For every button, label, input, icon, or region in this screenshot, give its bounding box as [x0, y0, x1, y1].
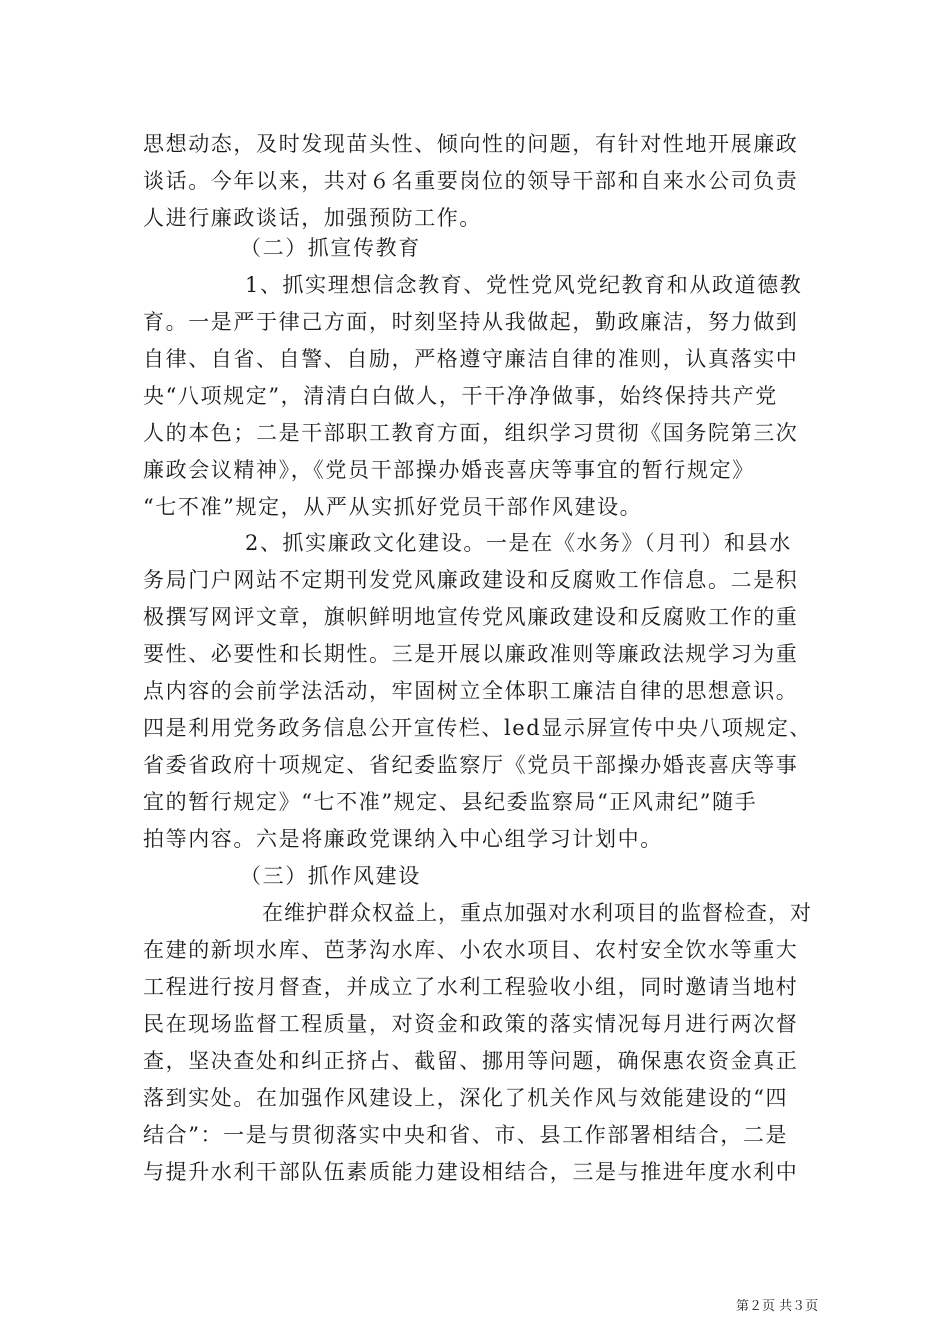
text-line	[0, 124, 950, 164]
text-line-content: 廉政会议精神》，《党员干部操办婚丧喜庆等事宜的暂行规定》	[143, 458, 755, 482]
text-line	[0, 560, 950, 600]
section-heading	[0, 228, 950, 268]
text-line-content: 思想动态，及时发现苗头性、倾向性的问题，有针对性地开展廉政	[143, 132, 799, 156]
text-line	[0, 1041, 950, 1081]
text-line-content: 与提升水利干部队伍素质能力建设相结合，三是与推进年度水利中	[143, 1160, 799, 1184]
text-line	[0, 523, 950, 563]
text-line-content: 2、抓实廉政文化建设。一是在《水务》（月刊）和县水	[245, 531, 792, 555]
text-line	[0, 782, 950, 822]
text-line	[0, 1078, 950, 1118]
section-heading-text: （三）抓作风建设	[240, 864, 421, 888]
text-line-content: 在建的新坝水库、芭茅沟水库、小农水项目、农村安全饮水等重大	[143, 938, 799, 962]
text-line-content: 工程进行按月督查，并成立了水利工程验收小组，同时邀请当地村	[143, 975, 799, 999]
text-line	[0, 671, 950, 711]
text-line	[0, 1115, 950, 1155]
text-line-content: 落到实处。在加强作风建设上，深化了机关作风与效能建设的“四	[143, 1086, 789, 1110]
text-line-content: 省委省政府十项规定、省纪委监察厅《党员干部操办婚丧喜庆等事	[143, 753, 799, 777]
text-line-content: 人的本色；二是干部职工教育方面，组织学习贯彻《国务院第三次	[143, 421, 799, 445]
text-line	[0, 1004, 950, 1044]
text-line	[0, 930, 950, 970]
text-line	[0, 450, 950, 490]
text-line	[0, 413, 950, 453]
text-line-content: 查，坚决查处和纠正挤占、截留、挪用等问题，确保惠农资金真正	[143, 1049, 799, 1073]
text-line-content: 1、抓实理想信念教育、党性党风党纪教育和从政道德教	[245, 273, 803, 297]
text-line-content: 在维护群众权益上，重点加强对水利项目的监督检查，对	[262, 901, 812, 925]
text-line-content: “七不准”规定，从严从实抓好党员干部作风建设。	[143, 495, 643, 519]
text-line	[0, 634, 950, 674]
text-line-content: 四是利用党务政务信息公开宣传栏、led显示屏宣传中央八项规定、	[143, 716, 812, 740]
text-line	[0, 967, 950, 1007]
text-line-content: 务局门户网站不定期刊发党风廉政建设和反腐败工作信息。二是积	[143, 568, 799, 592]
text-line	[0, 161, 950, 201]
text-line-content: 人进行廉政谈话，加强预防工作。	[143, 206, 482, 230]
page-number: 第２页 共３页	[736, 1299, 819, 1314]
section-heading	[0, 856, 950, 896]
text-line-content: 结合”：一是与贯彻落实中央和省、市、县工作部署相结合，二是	[143, 1123, 789, 1147]
text-line-content: 要性、必要性和长期性。三是开展以廉政准则等廉政法规学习为重	[143, 642, 799, 666]
text-line	[0, 745, 950, 785]
text-line-content: 央“八项规定”，清清白白做人，干干净净做事，始终保持共产党	[143, 384, 778, 408]
text-line	[0, 339, 950, 379]
text-line-content: 极撰写网评文章，旗帜鲜明地宣传党风廉政建设和反腐败工作的重	[143, 605, 799, 629]
section-heading-text: （二）抓宣传教育	[240, 236, 421, 260]
text-line	[0, 1152, 950, 1192]
text-line	[0, 819, 950, 859]
text-line	[0, 302, 950, 342]
page-footer	[0, 1296, 950, 1318]
text-line	[0, 708, 950, 748]
text-line	[0, 376, 950, 416]
text-line	[0, 893, 950, 933]
text-line-content: 育。一是严于律己方面，时刻坚持从我做起，勤政廉洁，努力做到	[143, 310, 799, 334]
text-line-content: 谈话。今年以来，共对６名重要岗位的领导干部和自来水公司负责	[143, 169, 799, 193]
text-line-content: 拍等内容。六是将廉政党课纳入中心组学习计划中。	[143, 827, 663, 851]
text-line-content: 点内容的会前学法活动，牢固树立全体职工廉洁自律的思想意识。	[143, 679, 799, 703]
text-line	[0, 487, 950, 527]
text-line-content: 自律、自省、自警、自励，严格遵守廉洁自律的准则，认真落实中	[143, 347, 799, 371]
text-line	[0, 597, 950, 637]
text-line	[0, 265, 950, 305]
text-line-content: 民在现场监督工程质量，对资金和政策的落实情况每月进行两次督	[143, 1012, 799, 1036]
text-line-content: 宜的暂行规定》“七不准”规定、县纪委监察局“正风肃纪”随手	[143, 790, 758, 814]
